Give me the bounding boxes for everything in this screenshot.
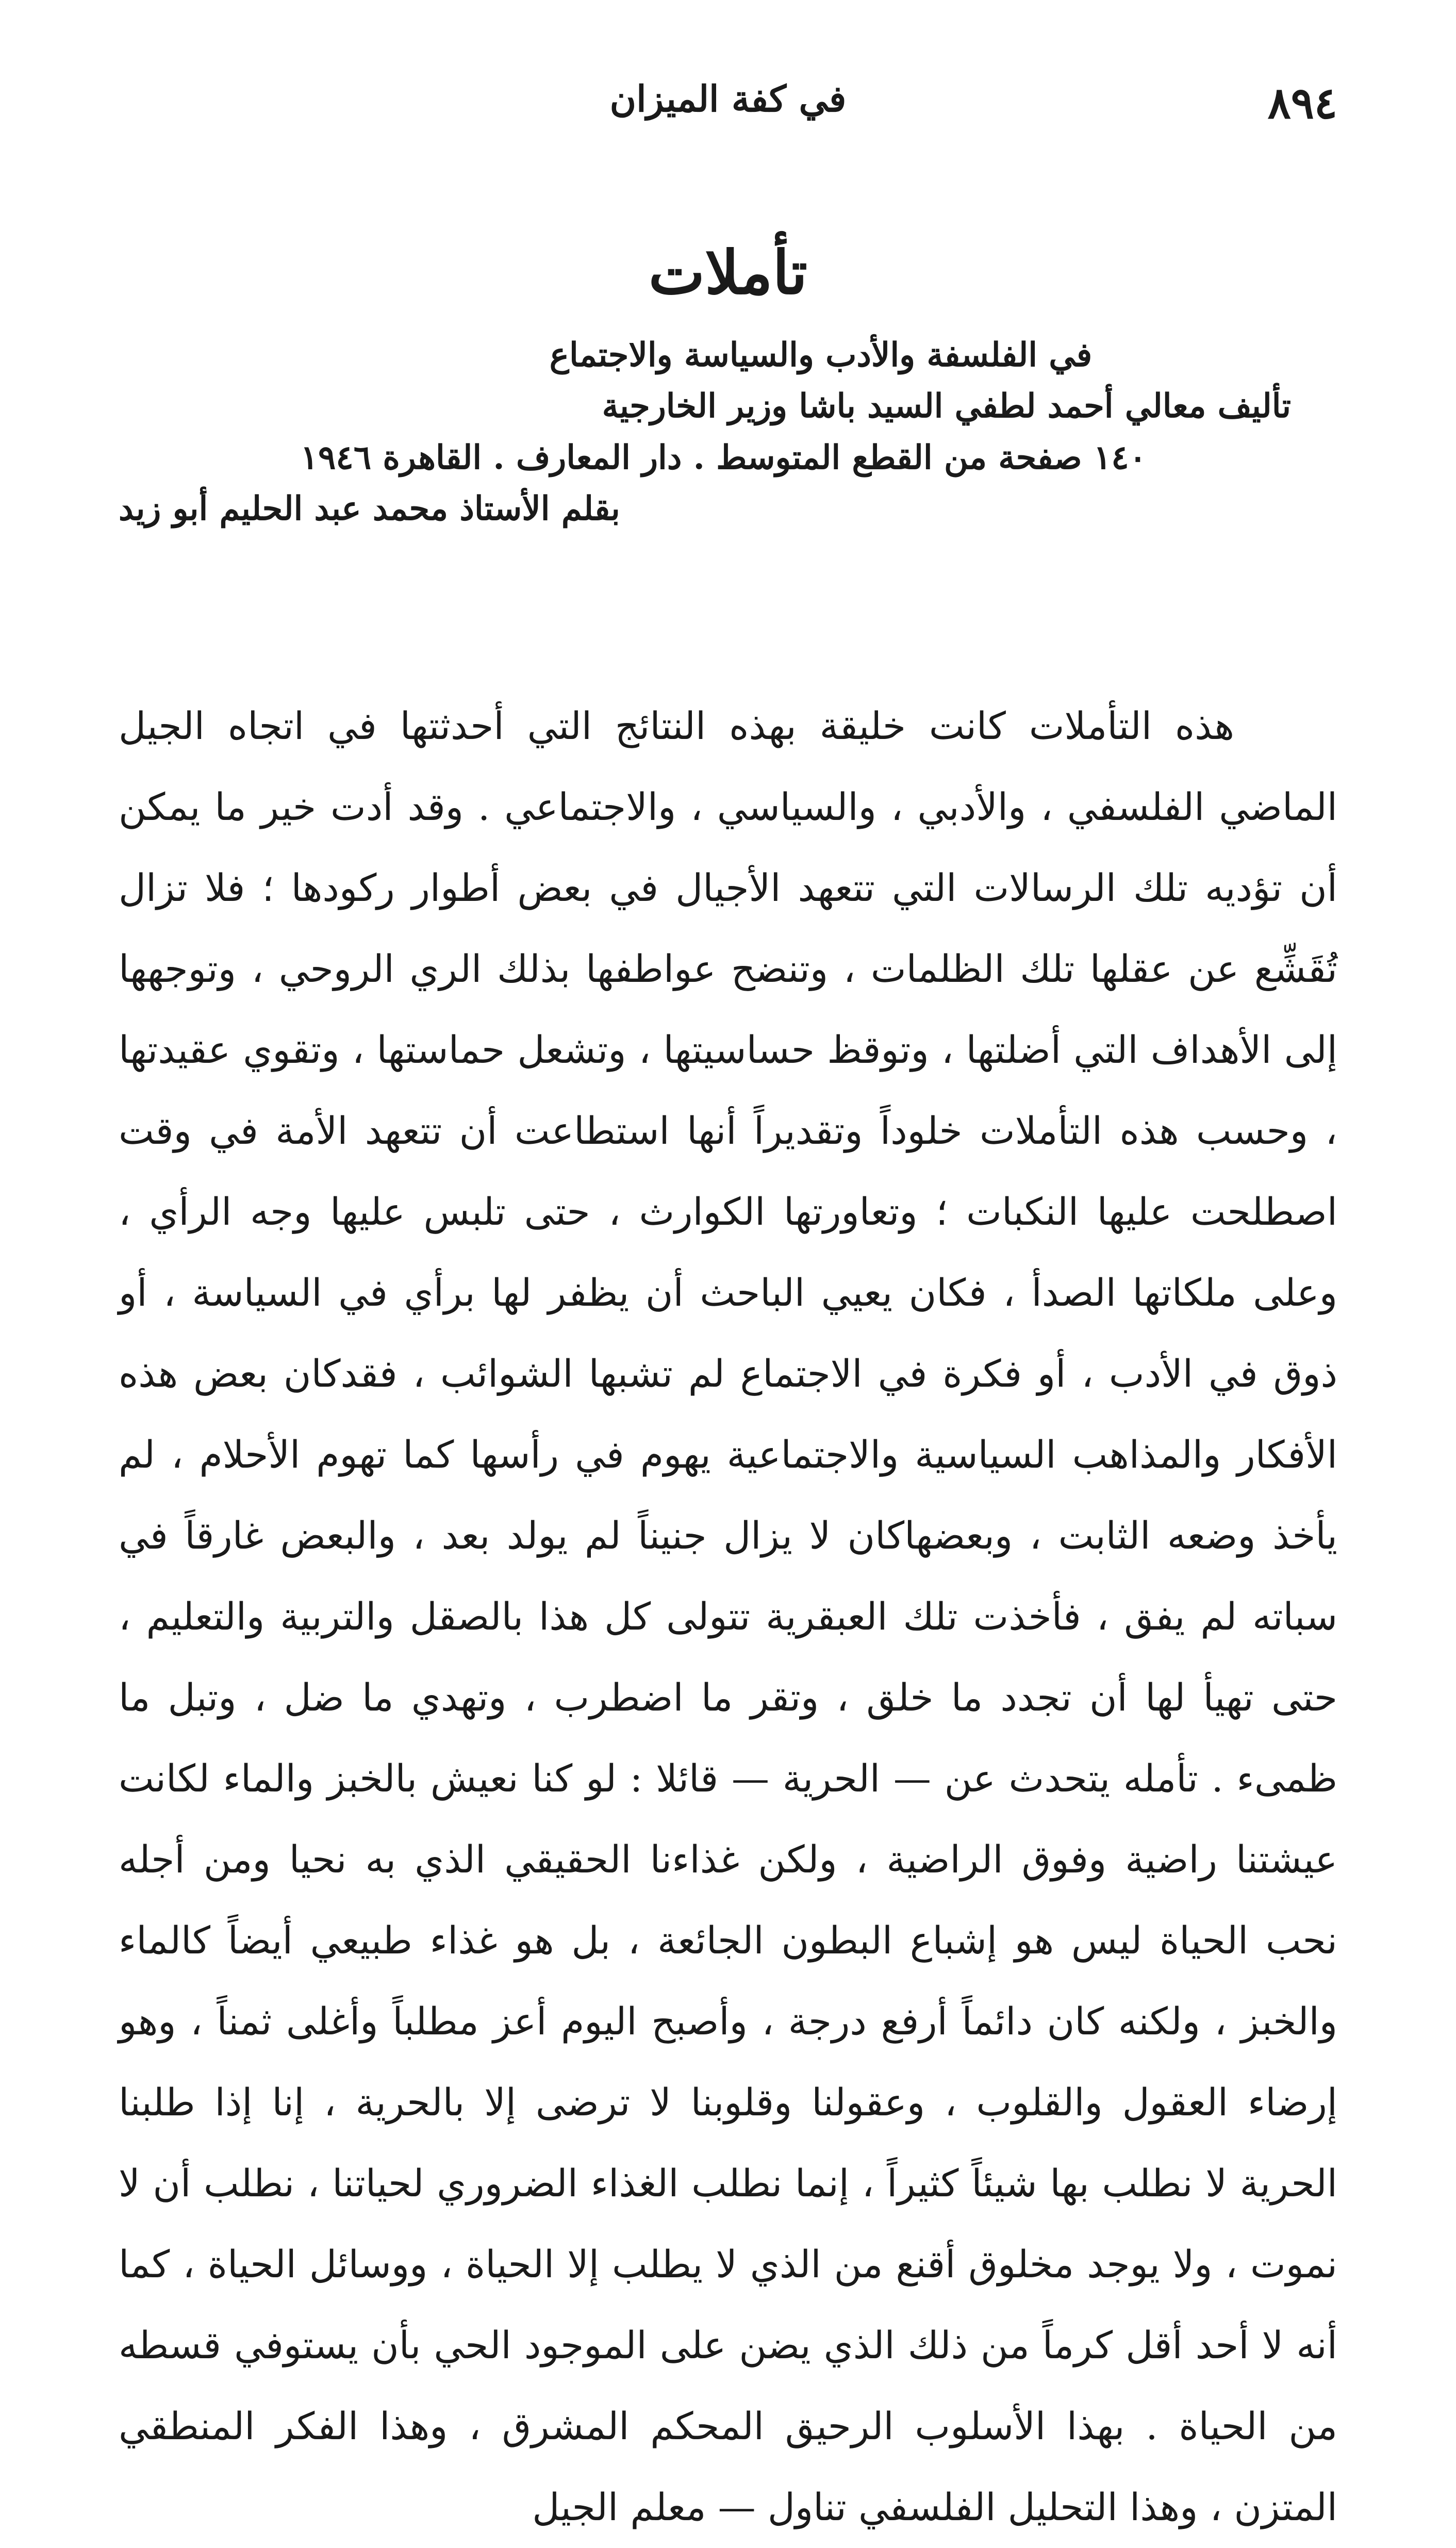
book-subtitle: في الفلسفة والأدب والسياسة والاجتماع xyxy=(549,336,1093,375)
reviewer-line: بقلم الأستاذ محمد عبد الحليم أبو زيد xyxy=(119,489,620,528)
page-number: ٨٩٤ xyxy=(1267,77,1337,128)
book-title: تأملات xyxy=(648,238,808,308)
running-head xyxy=(119,77,1337,134)
section-title: في كفة الميزان xyxy=(609,77,847,120)
publication-info: ١٤٠ صفحة من القطع المتوسط . دار المعارف . القاهرة ١٩٤٦ xyxy=(300,438,1147,477)
author-line: تأليف معالي أحمد لطفي السيد باشا وزير الخارجية xyxy=(602,387,1291,426)
review-body xyxy=(119,686,1337,2548)
review-header xyxy=(119,237,1337,534)
body-paragraph: هذه التأملات كانت خليقة بهذه النتائج التي أحدثتها في اتجاه الجيل الماضي الفلسفي ، والأدبي ، والسياسي ، والاجتماعي . وقد أدت خير ما يمكن أن تؤديه تلك الرسالات التي تتعهد الأجيال في بعض أطوار ركودها ؛ فلا تزال تُقَشِّع عن عقلها تلك الظلمات ، وتنضح عواطفها بذلك الري الروحي ، وتوجهها إلى الأهداف التي أضلتها ، وتوقظ حساسيتها ، وتشعل حماستها ، وتقوي عقيدتها ، وحسب هذه التأملات خلوداً وتقديراً أنها استطاعت أن تتعهد الأمة في وقت اصطلحت عليها النكبات ؛ وتعاورتها الكوارث ، حتى تلبس عليها وجه الرأي ، وعلى ملكاتها الصدأ ، فكان يعيي الباحث أن يظفر لها برأي في السياسة ، أو ذوق في الأدب ، أو فكرة في الاجتماع لم تشبها الشوائب ، فقدكان بعض هذه الأفكار والمذاهب السياسية والاجتماعية يهوم في رأسها كما تهوم الأحلام ، لم يأخذ وضعه الثابت ، وبعضهاكان لا يزال جنيناً لم يولد بعد ، والبعض غارقاً في سباته لم يفق ، فأخذت تلك العبقرية تتولى كل هذا بالصقل والتربية والتعليم ، حتى تهيأ لها أن تجدد ما خلق ، وتقر ما اضطرب ، وتهدي ما ضل ، وتبل ما ظمىء . تأمله يتحدث عن — الحرية — قائلا : لو كنا نعيش بالخبز والماء لكانت عيشتنا راضية وفوق الراضية ، ولكن غذاءنا الحقيقي الذي به نحيا ومن أجله نحب الحياة ليس هو إشباع البطون الجائعة ، بل هو غذاء طبيعي أيضاً كالماء والخبز ، ولكنه كان دائماً أرفع درجة ، وأصبح اليوم أعز مطلباً وأغلى ثمناً ، وهو إرضاء العقول والقلوب ، وعقولنا وقلوبنا لا ترضى إلا بالحرية ، إنا إذا طلبنا الحرية لا نطلب بها شيئاً كثيراً ، إنما نطلب الغذاء الضروري لحياتنا ، نطلب أن لا نموت ، ولا يوجد مخلوق أقنع من الذي لا يطلب إلا الحياة ، ووسائل الحياة ، كما أنه لا أحد أقل كرماً من ذلك الذي يضن على الموجود الحي بأن يستوفي قسطه من الحياة . بهذا الأسلوب الرحيق المحكم المشرق ، وهذا الفكر المنطقي المتزن ، وهذا التحليل الفلسفي تناول — معلم الجيل xyxy=(119,704,1337,2529)
